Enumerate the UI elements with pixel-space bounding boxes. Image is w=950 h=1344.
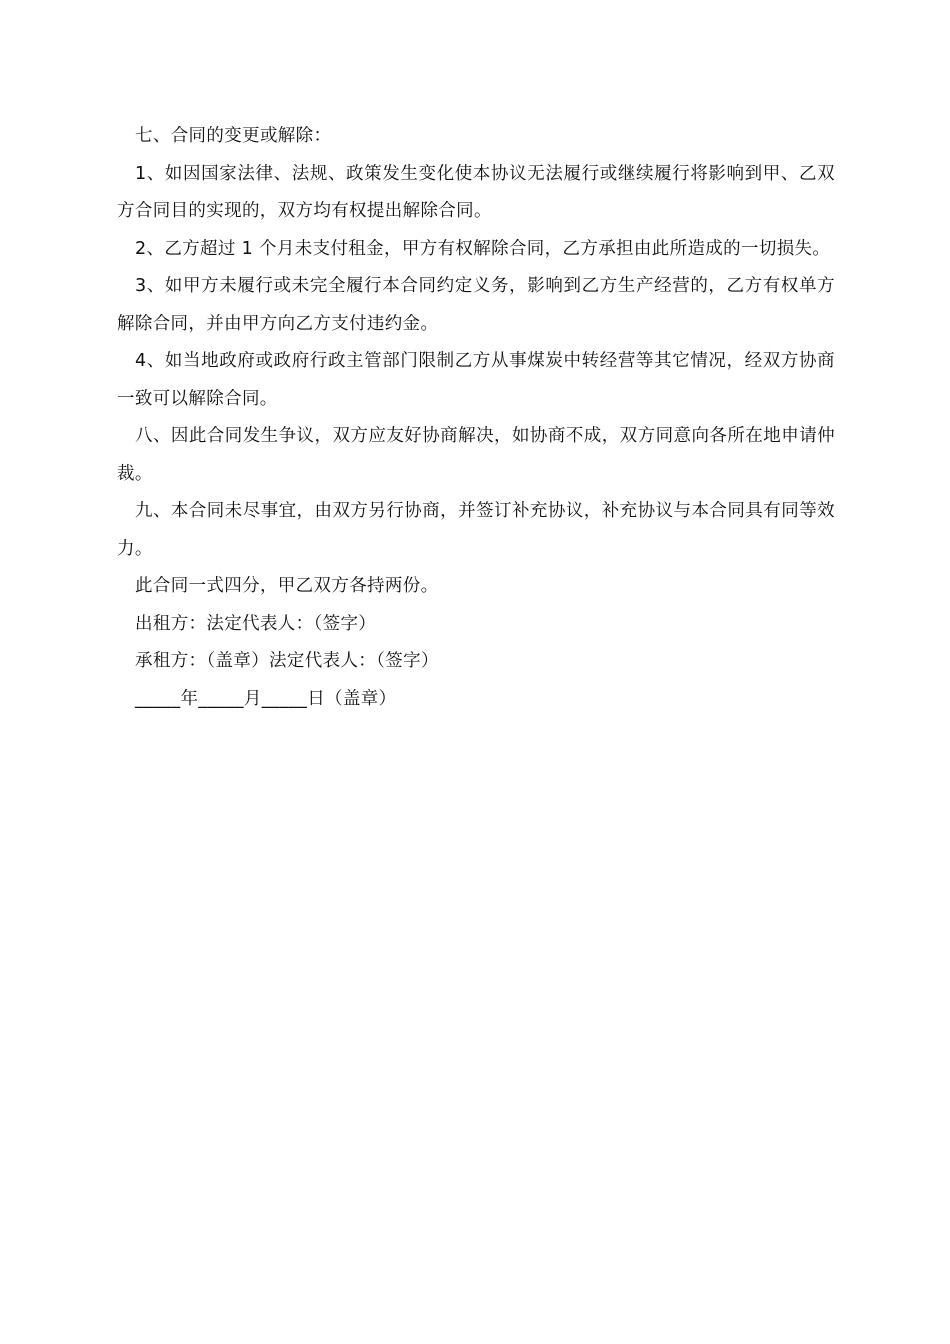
section-7-heading: 七、合同的变更或解除： [135,126,332,146]
clause-7-4: 4、如当地政府或政府行政主管部门限制乙方从事煤炭中转经营等其它情况，经双方协商一致可以解除合同。 [117,351,835,409]
section-9-supplement: 九、本合同未尽事宜，由双方另行协商，并签订补充协议，补充协议与本合同具有同等效力。 [117,501,835,559]
copies-statement: 此合同一式四分，甲乙双方各持两份。 [135,576,439,596]
contract-text-body [117,118,835,718]
lessee-signature-line: 承租方：（盖章）法定代表人：（签字） [135,651,439,671]
clause-7-3: 3、如甲方未履行或未完全履行本合同约定义务，影响到乙方生产经营的，乙方有权单方解除合同，并由甲方向乙方支付违约金。 [117,276,835,334]
section-8-dispute: 八、因此合同发生争议，双方应友好协商解决，如协商不成，双方同意向各所在地申请仲裁。 [117,426,835,484]
lessor-signature-line: 出租方：法定代表人：（签字） [135,613,377,634]
clause-7-1: 1、如因国家法律、法规、政策发生变化使本协议无法履行或继续履行将影响到甲、乙双方合同目的实现的，双方均有权提出解除合同。 [117,163,835,221]
date-line: _____年_____月_____日（盖章） [135,688,397,709]
clause-7-2: 2、乙方超过 1 个月未支付租金，甲方有权解除合同，乙方承担由此所造成的一切损失。 [135,238,831,259]
